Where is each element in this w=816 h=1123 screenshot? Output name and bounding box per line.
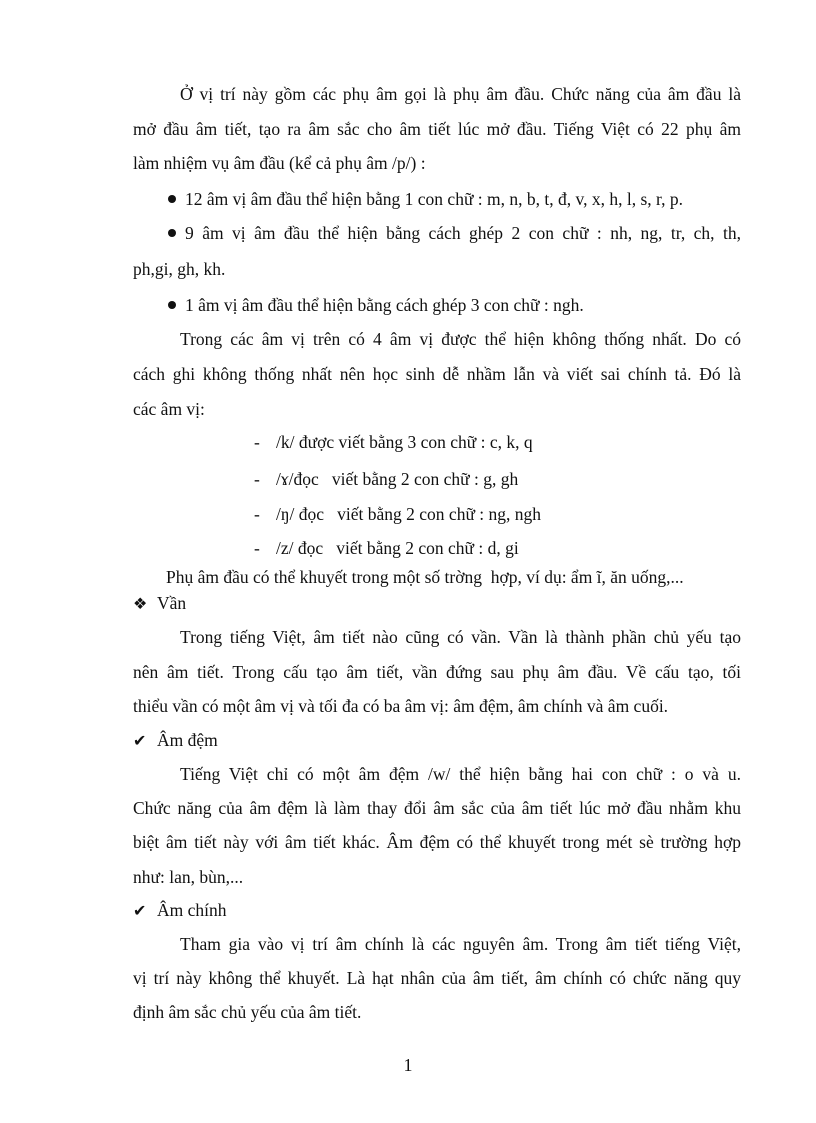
section-title: Âm chính	[157, 900, 227, 920]
am-chinh-line-2: vị trí này không thể khuyết. Là hạt nhân của âm tiết, âm chính có chức năng quy	[133, 968, 741, 988]
bullet-item-3	[168, 294, 584, 316]
section-title: Âm đệm	[157, 730, 218, 750]
section-title: Vần	[157, 593, 187, 613]
am-dem-line-2: Chức năng của âm đệm là làm thay đổi âm sắc của âm tiết lúc mở đầu nhằm khu	[133, 798, 741, 818]
absent-note: Phụ âm đầu có thể khuyết trong một số trờng hợp, ví dụ: ẩm ĩ, ăn uống,...	[166, 567, 684, 587]
van-line-2: nên âm tiết. Trong cấu tạo âm tiết, vần đứng sau phụ âm đầu. Về cấu tạo, tối	[133, 662, 741, 682]
bullet-item-1	[168, 188, 683, 210]
dash-item-1	[254, 431, 533, 453]
para2-line-2: cách ghi không thống nhất nên học sinh dễ nhầm lẫn và viết sai chính tả. Đó là	[133, 364, 741, 384]
van-line-1: Trong tiếng Việt, âm tiết nào cũng có vần. Vần là thành phần chủ yếu tạo	[180, 627, 741, 647]
dash-item-text: /ŋ/ đọc viết bằng 2 con chữ : ng, ngh	[276, 504, 542, 524]
dash-marker: -	[254, 432, 260, 452]
am-dem-line-4: như: lan, bùn,...	[133, 867, 244, 887]
dash-item-3	[254, 503, 541, 525]
dash-item-text: /z/ đọc viết bằng 2 con chữ : d, gi	[276, 538, 519, 558]
bullet-text: 1 âm vị âm đầu thể hiện bằng cách ghép 3 con chữ : ngh.	[185, 295, 584, 315]
section-am-chinh-heading	[133, 899, 227, 923]
am-dem-line-1: Tiếng Việt chỉ có một âm đệm /w/ thể hiện bằng hai con chữ : o và u.	[180, 764, 741, 784]
section-am-dem-heading	[133, 729, 218, 753]
check-mark-icon: ✔	[133, 903, 147, 920]
dash-marker: -	[254, 538, 260, 558]
bullet-dot-icon	[168, 229, 176, 237]
bullet-text: 12 âm vị âm đầu thể hiện bằng 1 con chữ : m, n, b, t, đ, v, x, h, l, s, r, p.	[185, 189, 684, 209]
dash-item-text: /k/ được viết bằng 3 con chữ : c, k, q	[276, 432, 533, 452]
bullet-dot-icon	[168, 301, 176, 309]
intro-line-3: làm nhiệm vụ âm đầu (kể cả phụ âm /p/) :	[133, 153, 426, 173]
para2-line-3: các âm vị:	[133, 399, 205, 419]
dash-item-2	[254, 468, 518, 490]
check-mark-icon: ✔	[133, 733, 147, 750]
dash-item-text: /ɤ/đọc viết bằng 2 con chữ : g, gh	[276, 469, 519, 489]
am-dem-line-3: biệt âm tiết này với âm tiết khác. Âm đệm có thể khuyết trong mét sè trường hợp	[133, 832, 741, 852]
dash-marker: -	[254, 469, 260, 489]
intro-line-1: Ở vị trí này gồm các phụ âm gọi là phụ âm đầu. Chức năng của âm đầu là	[180, 84, 741, 104]
diamond-bullet-icon: ❖	[133, 596, 148, 613]
dash-marker: -	[254, 504, 260, 524]
page-number: 1	[403, 1055, 413, 1075]
bullet-dot-icon	[168, 195, 176, 203]
intro-line-2: mở đầu âm tiết, tạo ra âm sắc cho âm tiết lúc mở đầu. Tiếng Việt có 22 phụ âm	[133, 119, 741, 139]
bullet-text: 9 âm vị âm đầu thể hiện bằng cách ghép 2 con chữ : nh, ng, tr, ch, th,	[185, 223, 741, 243]
am-chinh-line-1: Tham gia vào vị trí âm chính là các nguyên âm. Trong âm tiết tiếng Việt,	[180, 934, 741, 954]
para2-line-1: Trong các âm vị trên có 4 âm vị được thể hiện không thống nhất. Do có	[180, 329, 741, 349]
bullet-item-2	[168, 222, 741, 244]
section-van-heading	[133, 592, 186, 616]
dash-item-4	[254, 537, 519, 559]
van-line-3: thiểu vần có một âm vị và tối đa có ba âm vị: âm đệm, âm chính và âm cuối.	[133, 696, 669, 716]
bullet-item-2-cont: ph,gi, gh, kh.	[133, 259, 226, 279]
am-chinh-line-3: định âm sắc chủ yếu của âm tiết.	[133, 1002, 362, 1022]
